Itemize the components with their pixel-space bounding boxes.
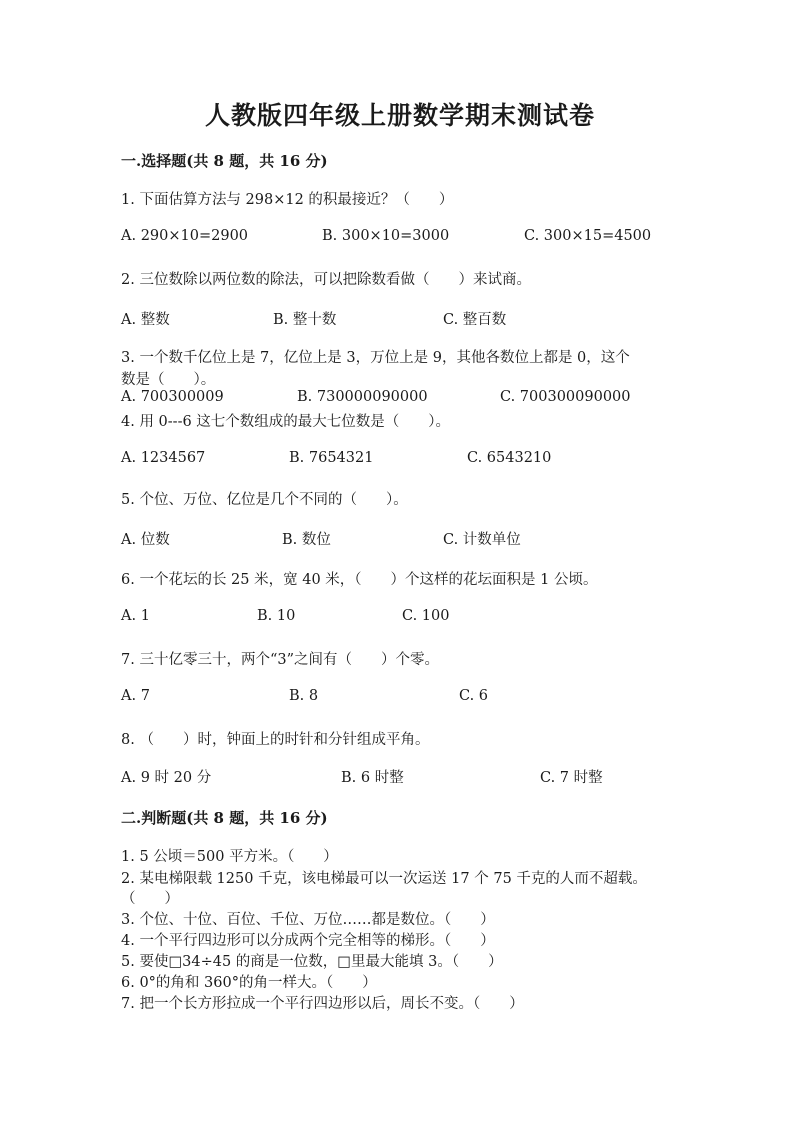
question-1-options: [0, 228, 800, 248]
judgement-4: 4. 一个平行四边形可以分成两个完全相等的梯形。（ ）: [121, 933, 495, 949]
question-3-stem-line-2: 数是（ ）。: [121, 372, 216, 388]
option-c: C. 700300090000: [500, 389, 631, 405]
option-a: A. 9 时 20 分: [121, 770, 212, 786]
option-a: A. 290×10=2900: [121, 228, 249, 244]
question-4-stem: 4. 用 0---6 这七个数组成的最大七位数是（ ）。: [121, 414, 451, 430]
judgement-6: 6. 0°的角和 360°的角一样大。（ ）: [121, 975, 377, 991]
option-a: A. 1: [121, 608, 150, 624]
question-5-stem: 5. 个位、万位、亿位是几个不同的（ ）。: [121, 492, 408, 508]
judgement-5: 5. 要使□34÷45 的商是一位数，□里最大能填 3。（ ）: [121, 954, 503, 970]
question-7-stem: 7. 三十亿零三十，两个“3”之间有（ ）个零。: [121, 652, 439, 668]
judgement-2-line-2: （ ）: [121, 891, 179, 907]
option-a: A. 1234567: [121, 450, 206, 466]
question-8-options: [0, 766, 800, 786]
question-2-options: [0, 308, 800, 328]
page-title: 人教版四年级上册数学期末测试卷: [204, 101, 595, 130]
option-b: B. 数位: [282, 532, 331, 548]
question-5-options: [0, 528, 800, 548]
option-c: C. 整百数: [443, 312, 507, 328]
option-c: C. 计数单位: [443, 532, 521, 548]
option-c: C. 7 时整: [540, 770, 603, 786]
option-b: B. 8: [289, 688, 319, 704]
option-b: B. 300×10=3000: [322, 228, 450, 244]
option-b: B. 6 时整: [341, 770, 404, 786]
option-b: B. 7654321: [289, 450, 374, 466]
option-c: C. 6: [459, 688, 489, 704]
question-7-options: [0, 688, 800, 708]
option-b: B. 整十数: [273, 312, 337, 328]
section-heading-true-false: 二.判断题(共 8 题，共 16 分): [121, 809, 328, 827]
section-heading-multiple-choice: 一.选择题(共 8 题，共 16 分): [121, 152, 328, 170]
question-3-stem-line-1: 3. 一个数千亿位上是 7，亿位上是 3，万位上是 9，其他各数位上都是 0，这个: [121, 350, 630, 366]
judgement-3: 3. 个位、十位、百位、千位、万位……都是数位。（ ）: [121, 912, 495, 928]
question-6-stem: 6. 一个花坛的长 25 米，宽 40 米，（ ）个这样的花坛面积是 1 公顷。: [121, 572, 598, 588]
option-a: A. 7: [121, 688, 150, 704]
question-8-stem: 8. （ ）时，钟面上的时针和分针组成平角。: [121, 732, 430, 748]
question-3-options: [0, 389, 800, 409]
question-4-options: [0, 450, 800, 470]
option-a: A. 位数: [121, 532, 170, 548]
question-2-stem: 2. 三位数除以两位数的除法，可以把除数看做（ ）来试商。: [121, 272, 531, 288]
option-c: C. 100: [402, 608, 450, 624]
judgement-7: 7. 把一个长方形拉成一个平行四边形以后，周长不变。（ ）: [121, 996, 524, 1012]
question-6-options: [0, 608, 800, 628]
option-c: C. 6543210: [467, 450, 552, 466]
option-a: A. 整数: [121, 312, 170, 328]
option-c: C. 300×15=4500: [524, 228, 652, 244]
judgement-1: 1. 5 公顷＝500 平方米。（ ）: [121, 849, 338, 865]
question-1-stem: 1. 下面估算方法与 298×12 的积最接近？（ ）: [121, 192, 454, 208]
option-a: A. 700300009: [121, 389, 224, 405]
judgement-2-line-1: 2. 某电梯限载 1250 千克，该电梯最可以一次运送 17 个 75 千克的人而不超载。: [121, 871, 647, 887]
option-b: B. 730000090000: [297, 389, 428, 405]
option-b: B. 10: [257, 608, 296, 624]
